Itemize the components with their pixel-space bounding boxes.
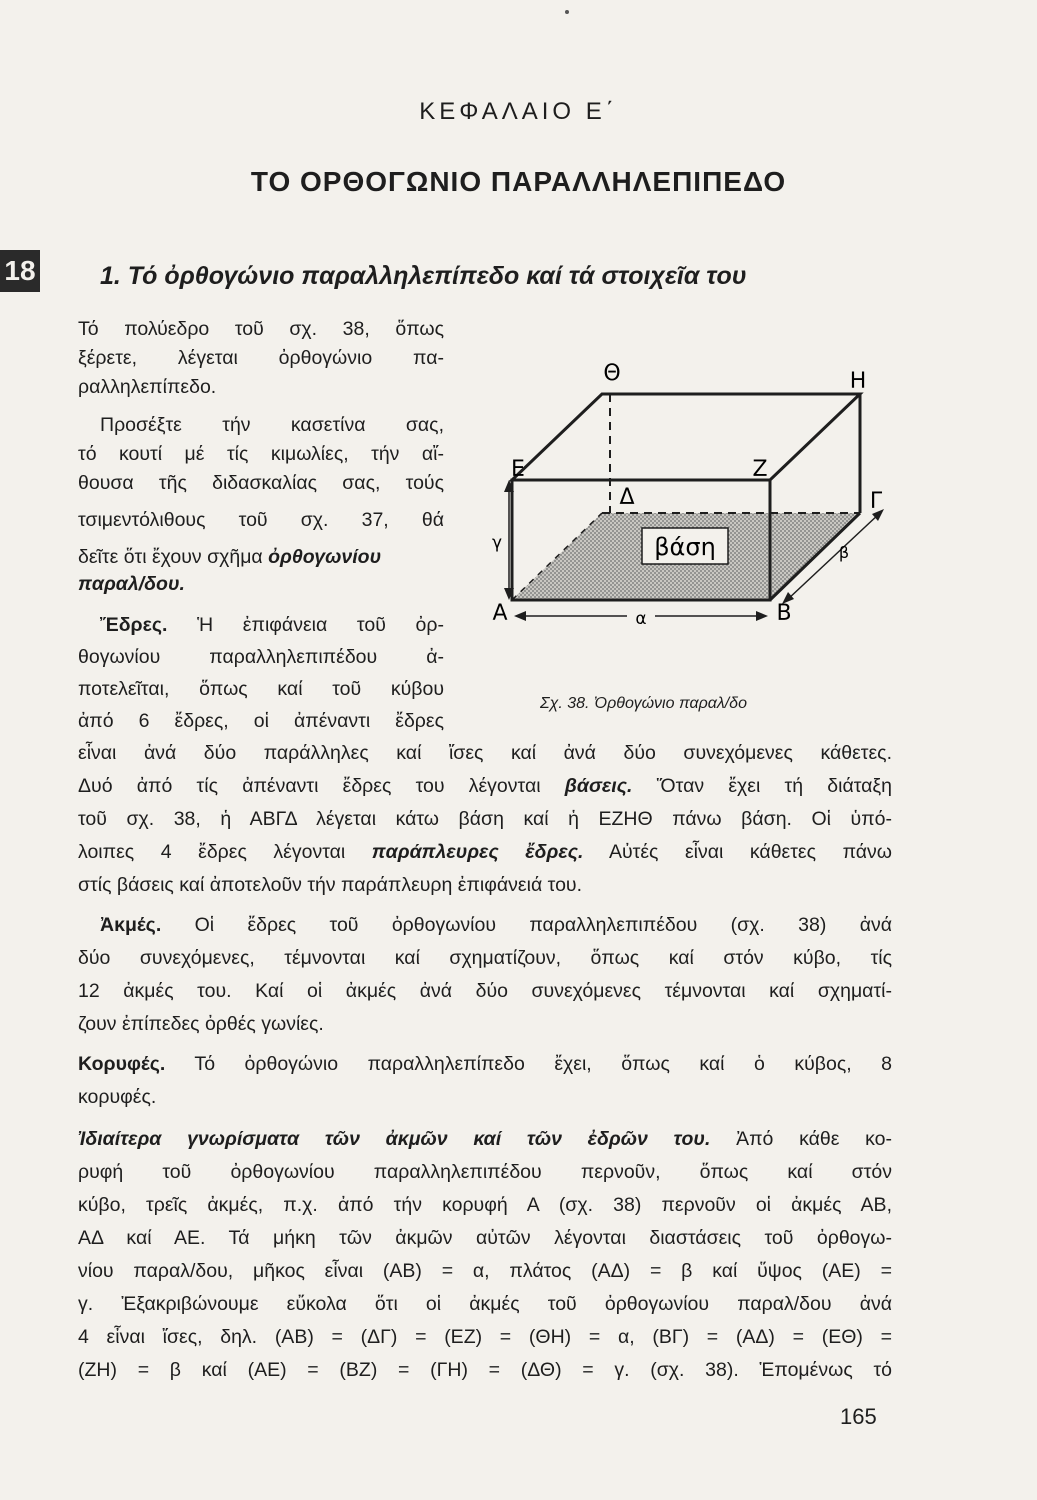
faces-line-7: τοῦ σχ. 38, ἡ ΑΒΓΔ λέγεται κάτω βάση καί ἡ ΕΖΗΘ πάνω βάση. Οἱ ὑπό-	[78, 808, 892, 830]
vertex-label-e: Ε	[511, 457, 525, 482]
vertices-label: Κορυφές.	[78, 1053, 166, 1075]
vertex-label-b: Β	[776, 601, 792, 626]
intro-line-1: Τό πολύεδρο τοῦ σχ. 38, ὅπως	[78, 318, 444, 340]
vertex-label-g: Γ	[869, 489, 883, 514]
edges-line-2: δύο συνεχόμενες, τέμνονται καί σχηματίζουν, ὅπως καί στόν κύβο, τίς	[78, 947, 892, 969]
term-lateral-faces: παράπλευρες ἔδρες.	[371, 841, 584, 863]
faces-line-6	[78, 775, 892, 798]
faces-line-8-rest: Αὐτές εἶναι κάθετες πάνω	[583, 841, 892, 863]
chapter-heading: ΚΕΦΑΛΑΙΟ Ε΄	[419, 98, 618, 125]
faces-line-1-text: Ἡ ἐπιφάνεια τοῦ ὀρ-	[167, 614, 444, 636]
vertices-line-2: κορυφές.	[78, 1086, 157, 1108]
vertex-label-th: Θ	[603, 361, 621, 386]
faces-line-6-rest: Ὅταν ἔχει τή διάταξη	[632, 775, 892, 797]
features-line-2: ρυφή τοῦ ὀρθογωνίου παραλληλεπιπέδου περνοῦν, ὅπως καί στόν	[78, 1161, 892, 1183]
parallelepiped-figure	[452, 350, 912, 650]
intro-line-2: ξέρετε, λέγεται ὀρθογώνιο πα-	[78, 347, 444, 369]
faces-label: Ἔδρες.	[100, 614, 168, 636]
vertex-label-d: Δ	[619, 485, 635, 510]
edges-line-1	[100, 914, 892, 937]
vertex-label-h: Η	[849, 369, 867, 394]
page-number: 165	[840, 1404, 877, 1429]
faces-line-8	[78, 841, 892, 864]
vertices-line-1-text: Τό ὀρθογώνιο παραλληλεπίπεδο ἔχει, ὅπως καί ὁ κύβος, 8	[165, 1053, 892, 1075]
section-tab-badge: 18	[0, 250, 40, 292]
edges-label: Ἀκμές.	[100, 914, 162, 936]
edges-line-4: ζουν ἐπίπεδες ὀρθές γωνίες.	[78, 1013, 324, 1035]
intro-line-8	[78, 546, 444, 569]
edges-line-1-text: Οἱ ἔδρες τοῦ ὀρθογωνίου παραλληλεπιπέδου (σχ. 38) ἀνά	[161, 914, 892, 936]
features-line-6: γ. Ἐξακριβώνουμε εὔκολα ὅτι οἱ ἀκμές τοῦ ὀρθογωνίου παραλ/δου ἀνά	[78, 1293, 892, 1315]
term-orthogonal: ὀρθογωνίου	[268, 546, 382, 568]
intro-line-9: παραλ/δου.	[78, 573, 185, 595]
top-face	[512, 394, 860, 480]
features-line-1	[78, 1128, 892, 1151]
features-label: Ἰδιαίτερα γνωρίσματα τῶν ἀκμῶν καί τῶν ἐδρῶν του.	[78, 1128, 711, 1150]
faces-line-5: εἶναι ἀνά δύο παράλληλες καί ἴσες καί ἀνά δύο συνεχόμενες κάθετες.	[78, 742, 892, 764]
features-line-5: νίου παραλ/δου, μῆκος εἶναι (ΑΒ) = α, πλάτος (ΑΔ) = β καί ὕψος (ΑΕ) =	[78, 1260, 892, 1282]
beta-label: β	[838, 543, 850, 562]
vertex-label-a: Α	[492, 601, 508, 626]
page-title: ΤΟ ΟΡΘΟΓΩΝΙΟ ΠΑΡΑΛΛΗΛΕΠΙΠΕΔΟ	[250, 166, 787, 197]
features-line-3: κύβο, τρεῖς ἀκμές, π.χ. ἀπό τήν κορυφή Α (σχ. 38) περνοῦν οἱ ἀκμές ΑΒ,	[78, 1194, 892, 1216]
figure-caption: Σχ. 38. Ὀρθογώνιο παραλ/δο	[540, 695, 747, 712]
faces-line-2: θογωνίου παραλληλεπιπέδου ἀ-	[78, 646, 444, 668]
base-label: βάση	[654, 533, 716, 561]
section-title: 1. Τό ὀρθογώνιο παραλληλεπίπεδο καί τά στοιχεῖα του	[100, 262, 747, 290]
faces-line-3: ποτελεῖται, ὅπως καί τοῦ κύβου	[78, 678, 444, 700]
features-line-7: 4 εἶναι ἴσες, δηλ. (ΑΒ) = (ΔΓ) = (ΕΖ) = (ΘΗ) = α, (ΒΓ) = (ΑΔ) = (ΕΘ) =	[78, 1326, 892, 1348]
term-bases: βάσεις.	[564, 775, 633, 797]
features-line-1-text: Ἀπό κάθε κο-	[710, 1128, 893, 1150]
intro-line-5: τό κουτί μέ τίς κιμωλίες, τήν αἴ-	[78, 443, 444, 465]
gamma-label: γ	[491, 533, 503, 553]
faces-line-6-text: Δυό ἀπό τίς ἀπέναντι ἔδρες του λέγονται	[78, 775, 565, 797]
intro-line-3: ραλληλεπίπεδο.	[78, 376, 217, 398]
edges-line-3: 12 ἀκμές του. Καί οἱ ἀκμές ἀνά δύο συνεχόμενες τέμνονται καί σχηματί-	[78, 980, 892, 1002]
features-line-8: (ΖΗ) = β καί (ΑΕ) = (ΒΖ) = (ΓΗ) = (ΔΘ) = γ. (σχ. 38). Ἑπομένως τό	[78, 1359, 892, 1381]
intro-line-8-text: δεῖτε ὅτι ἔχουν σχῆμα	[78, 546, 269, 568]
alpha-arrow-left	[514, 611, 526, 621]
intro-line-7: τσιμεντόλιθους τοῦ σχ. 37, θά	[78, 509, 444, 531]
intro-line-4: Προσέξτε τήν κασετίνα σας,	[100, 414, 444, 436]
faces-line-8-text: λοιπες 4 ἔδρες λέγονται	[78, 841, 372, 863]
print-speck	[565, 10, 569, 14]
faces-line-4: ἀπό 6 ἔδρες, οἱ ἀπέναντι ἔδρες	[78, 710, 444, 732]
alpha-arrow-right	[756, 611, 768, 621]
alpha-label: α	[635, 609, 647, 629]
faces-line-1	[100, 614, 444, 637]
faces-line-9: στίς βάσεις καί ἀποτελοῦν τήν παράπλευρη ἐπιφάνειά του.	[78, 874, 583, 896]
vertices-line-1	[78, 1053, 892, 1076]
vertex-label-z: Ζ	[752, 457, 768, 482]
intro-line-6: θουσα τῆς διδασκαλίας σας, τούς	[78, 472, 444, 494]
features-line-4: ΑΔ καί ΑΕ. Τά μήκη τῶν ἀκμῶν αὐτῶν λέγονται διαστάσεις τοῦ ὀρθογω-	[78, 1227, 892, 1249]
